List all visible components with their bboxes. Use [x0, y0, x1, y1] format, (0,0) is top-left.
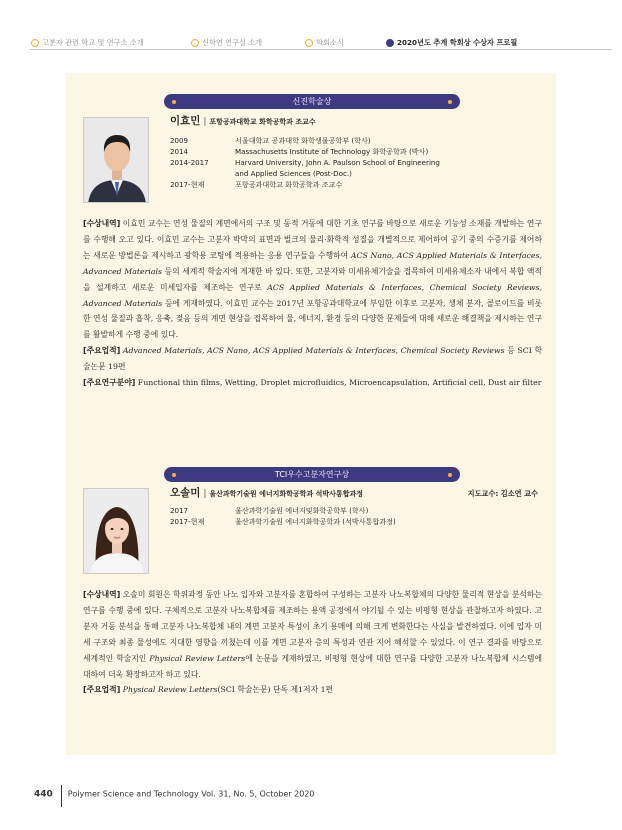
research-fields-paragraph: [주요연구분야] Functional thin films, Wetting, Droplet microfluidics, Microencapsulation, Artificial cell, Dust air filter [83, 378, 542, 388]
bullet-icon [448, 473, 452, 477]
portrait-photo [83, 488, 149, 574]
award-details-paragraph: [수상내역] 이효민 교수는 연성 물질의 계면에서의 구조 및 동적 거동에 대한 기초 연구를 바탕으로 새로운 기능성 소재를 개발하는 연구를 수행해 오고 있다. 이효민 교수는 고분자 박막의 표면과 벌크의 물리·화학적 성질을 개별적으로 제어하여 공기 중의 수증기를 제어하는 새로운 방법론을 제시하고 광학용 코팅에 적용하는 응용 연구들을 수행하여 ACS Nano, ACS Applied Materials & Interfaces, Advanced Materials 등의 세계적 학술지에 게재한 바 있다. 또한, 고분자와 미세유체기술을 접목하여 미세유체소자 내에서 복합 액적을 설계하고 새로운 미세입자를 제조하는 연구로 ACS Applied Materials & Interfaces, Chemical Society Reviews, Advanced Materials 등에 게재하였다. 이효민 교수는 2017년 포항공과대학교에 부임한 이후로 고분자, 생체 분자, 콜로이드를 비롯한 연성 물질과 흡착, 응축, 젖음 등의 계면 현상을 접목하여 물, 에너지, 환경 등의 다양한 문제들에 대해 새로운 해결책을 제시하는 연구를 활발하게 수행 중에 있다. [83, 219, 543, 340]
person-affiliation: 울산과학기술원 에너지화학공학과 석박사통합과정 [209, 490, 363, 498]
nav-divider [30, 49, 612, 50]
portrait-photo [83, 117, 149, 203]
bullet-icon [448, 100, 452, 104]
person-affiliation: 포항공과대학교 화학공학과 조교수 [209, 118, 316, 126]
journal-info: Polymer Science and Technology Vol. 31, No. 5, October 2020 [67, 789, 315, 799]
award-banner [164, 94, 460, 109]
nav-item-label: 2020년도 추계 학회상 수상자 프로필 [397, 38, 518, 47]
award-details-paragraph: [수상내역] 오솔미 회원은 학위과정 동안 나노 입자와 고분자를 혼합하여 구성하는 고분자 나노복합체의 다양한 물리적 현상을 분석하는 연구를 수행 중에 있다. 구체적으로 고분자 나노복합체를 제조하는 용액 공정에서 야기될 수 있는 비평형 현상을 관찰하고자 하였다. 고분자 거동 분석을 통해 고분자 나노복합체 내의 계면 고분자 특성이 초기 용매에 의해 크게 변화한다는 사실을 발견하였다. 이에 입자 미세 구조와 최종 물성에도 지대한 영향을 끼쳤는데 이를 계면 고분자 층의 특성과 연관 지어 해석할 수 있었다. 이 연구 결과를 바탕으로 세계적인 학술지인 Physical Review Letters에 논문을 게재하였고, 비평형 현상에 대한 연구를 다양한 고분자 나노복합체 시스템에 대하여 더욱 확장하고자 하고 있다. [83, 590, 542, 679]
person-name: 오솔미 [170, 487, 201, 499]
nav-item-label: 고분자 관련 학교 및 연구소 소개 [42, 38, 144, 47]
person-name-line: 이효민 | 포항공과대학교 화학공학과 조교수 [170, 115, 316, 127]
footer-divider [61, 785, 62, 807]
award-title: 신진학술상 [292, 97, 332, 106]
award-description [83, 216, 542, 391]
nav-dot-icon [305, 39, 313, 47]
nav-item-label: 학회소식 [316, 38, 344, 47]
page-footer [34, 783, 315, 800]
advisor-label: 지도교수: 김소연 교수 [467, 489, 538, 498]
portrait-woman-icon [84, 489, 149, 574]
page-number: 440 [34, 789, 53, 800]
top-navigation [0, 0, 622, 62]
person-name-line: 오솔미 | 울산과학기술원 에너지화학공학과 석박사통합과정 [170, 487, 363, 499]
award-title: TCI우수고분자연구상 [274, 470, 350, 479]
bullet-icon [172, 100, 176, 104]
nav-item-label: 신학연 연구실 소개 [202, 38, 263, 47]
achievements-paragraph: [주요업적] Physical Review Letters(SCI 학술논문) 단독 제1저자 1편 [83, 685, 334, 695]
award-banner [164, 467, 460, 482]
achievements-paragraph: [주요업적] Advanced Materials, ACS Nano, ACS Applied Materials & Interfaces, Chemical Society Reviews 등 SCI 학술논문 19편 [83, 346, 542, 372]
person-name: 이효민 [170, 115, 201, 127]
nav-dot-icon [191, 39, 199, 47]
nav-dot-icon [386, 39, 394, 47]
portrait-man-icon [84, 118, 149, 203]
award-description [83, 587, 542, 698]
nav-dot-icon [31, 39, 39, 47]
bullet-icon [172, 473, 176, 477]
